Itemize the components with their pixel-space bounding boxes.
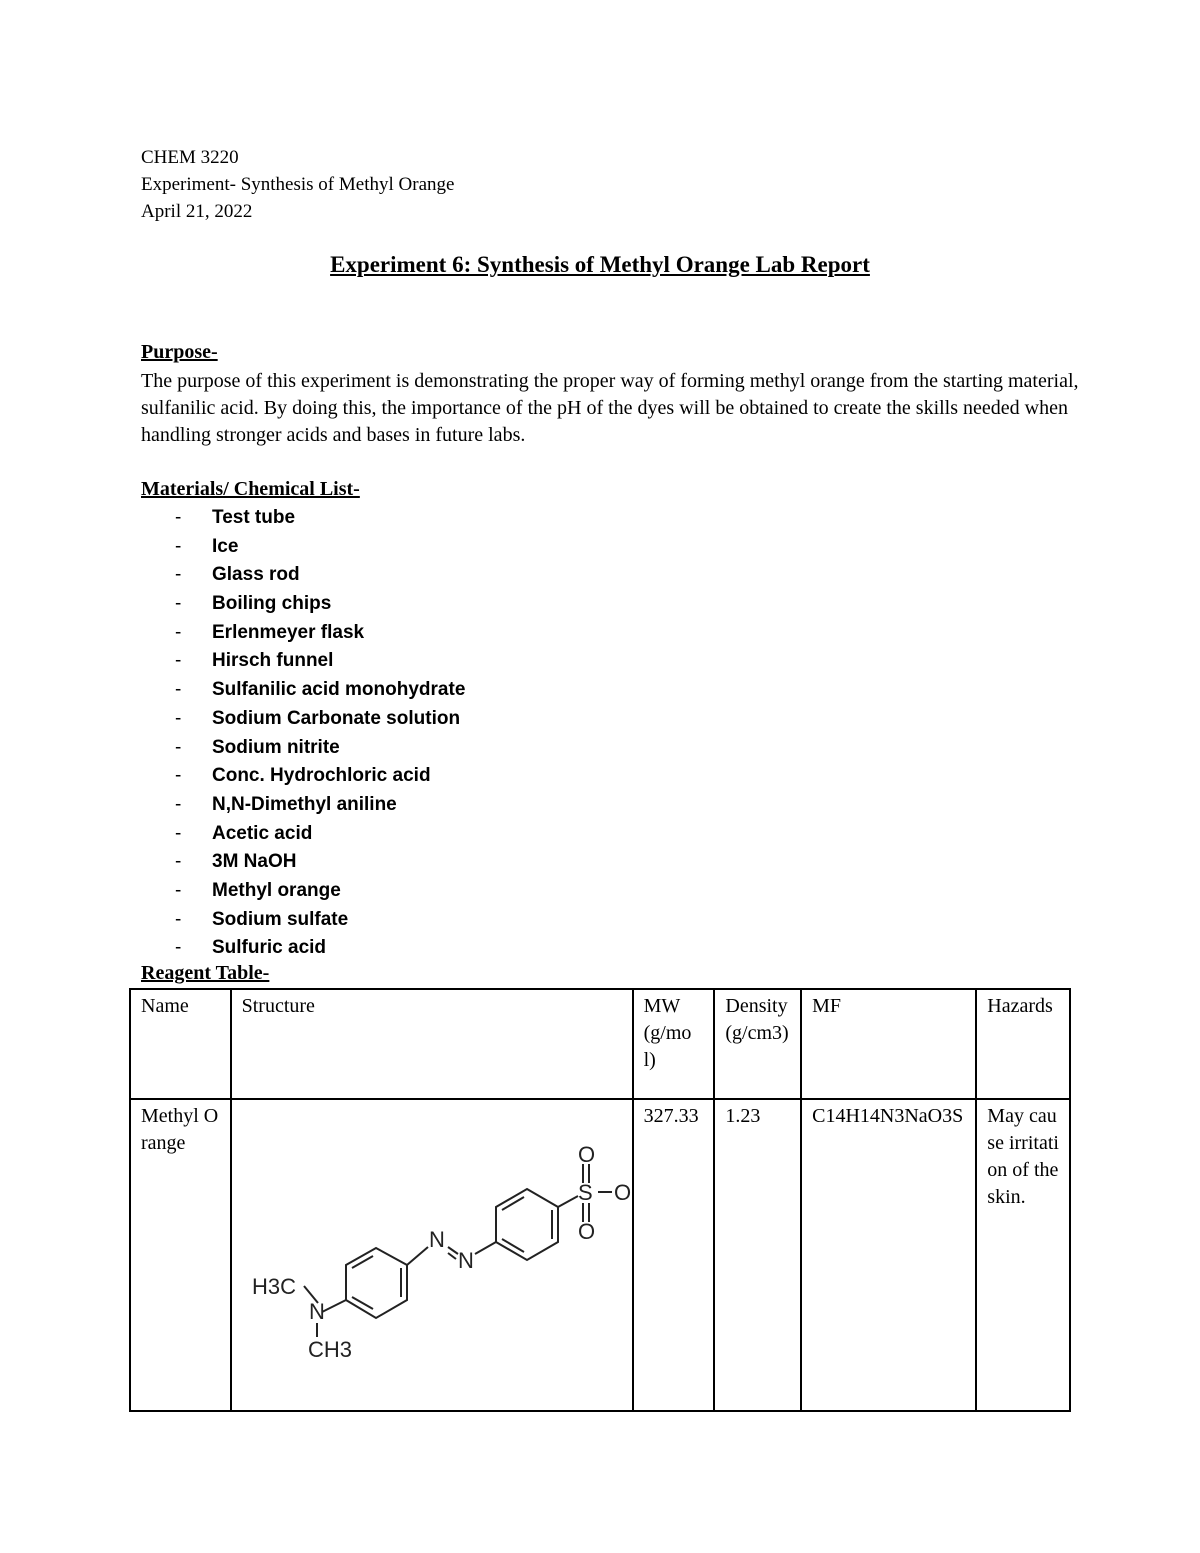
list-bullet: -	[175, 507, 182, 528]
cell-density: 1.23	[714, 1099, 801, 1411]
document-page: CHEM 3220 Experiment- Synthesis of Methyl Orange April 21, 2022 Experiment 6: Synthesis of Methyl Orange Lab Report Purpose- The purpose of this experiment is demonstrating the proper way of forming methyl orange from the starting material, sulfanilic acid. By doing this, the importance of the pH of the dyes will be obtained to create the skills needed when handling stronger acids and bases in future labs. Materials/ Chemical List- - Test tube - Ice - Glass rod - Boiling chips - Erlenmeyer flask - Hirsch funnel - Sulfanilic acid monohydrate - Sodium Carbonate solution - Sodium nitrite - Conc. Hydrochloric acid - N,N-Dimethyl aniline - Acetic acid - 3M NaOH - Methyl orange - Sodium sulfate - Sulfuric acid Reagent Table- Name Structure MW (g/mol) Density (g/cm3) MF Hazards Methyl Orange O S O O N N H3C N CH3 327.33 1.23 C14H14N3NaO3S May cause irritation of the skin.	[0, 0, 1200, 1553]
column-header-name: Name	[130, 989, 231, 1099]
purpose-heading: Purpose-	[141, 341, 218, 363]
column-header-density: Density (g/cm3)	[714, 989, 801, 1099]
table-row	[130, 1099, 1070, 1411]
list-bullet: -	[175, 650, 182, 672]
atom-label: N	[428, 1227, 445, 1252]
atom-label: O	[613, 1180, 631, 1205]
list-bullet: -	[175, 793, 182, 815]
list-bullet: -	[175, 937, 182, 959]
cell-hazards: May cause irritation of the skin.	[976, 1099, 1070, 1411]
list-bullet: -	[175, 765, 182, 787]
list-bullet: -	[175, 879, 182, 901]
list-bullet: -	[175, 679, 182, 701]
cell-mf: C14H14N3NaO3S	[801, 1099, 976, 1411]
atom-label: N	[308, 1299, 325, 1324]
column-header-mf: MF	[801, 989, 976, 1099]
list-bullet: -	[175, 593, 182, 615]
table-header-row	[130, 989, 1070, 1099]
column-header-structure: Structure	[231, 989, 633, 1099]
materials-heading: Materials/ Chemical List-	[141, 478, 360, 500]
list-bullet: -	[175, 564, 182, 586]
reagent-table-heading: Reagent Table-	[141, 962, 270, 984]
experiment-subtitle: Experiment- Synthesis of Methyl Orange	[141, 174, 455, 195]
report-title: Experiment 6: Synthesis of Methyl Orange Lab Report	[330, 252, 870, 277]
list-bullet: -	[175, 908, 182, 930]
column-header-mw: MW (g/mol)	[633, 989, 715, 1099]
atom-label: N	[457, 1248, 474, 1273]
atom-label: H3C	[251, 1274, 296, 1299]
methyl-orange-structure	[232, 1100, 632, 1410]
atom-label: S	[577, 1180, 593, 1205]
list-bullet: -	[175, 822, 182, 844]
column-header-hazards: Hazards	[976, 989, 1070, 1099]
course-code: CHEM 3220	[141, 147, 239, 168]
list-bullet: -	[175, 621, 182, 643]
list-bullet: -	[175, 736, 182, 758]
purpose-text: The purpose of this experiment is demonstrating the proper way of forming methyl orange from the starting material, sulfanilic acid. By doing this, the importance of the pH of the dyes will be obtained to create the skills needed when handling stronger acids and bases in future labs.	[141, 370, 1079, 446]
list-bullet: -	[175, 535, 182, 557]
atom-label: O	[577, 1142, 595, 1167]
list-bullet: -	[175, 851, 182, 873]
atom-label: O	[577, 1219, 595, 1244]
reagent-table	[129, 988, 1071, 1412]
report-date: April 21, 2022	[141, 201, 253, 222]
cell-structure	[231, 1099, 633, 1411]
atom-label: CH3	[307, 1337, 352, 1362]
list-bullet: -	[175, 707, 182, 729]
cell-mw: 327.33	[633, 1099, 715, 1411]
cell-name: Methyl Orange	[130, 1099, 231, 1411]
